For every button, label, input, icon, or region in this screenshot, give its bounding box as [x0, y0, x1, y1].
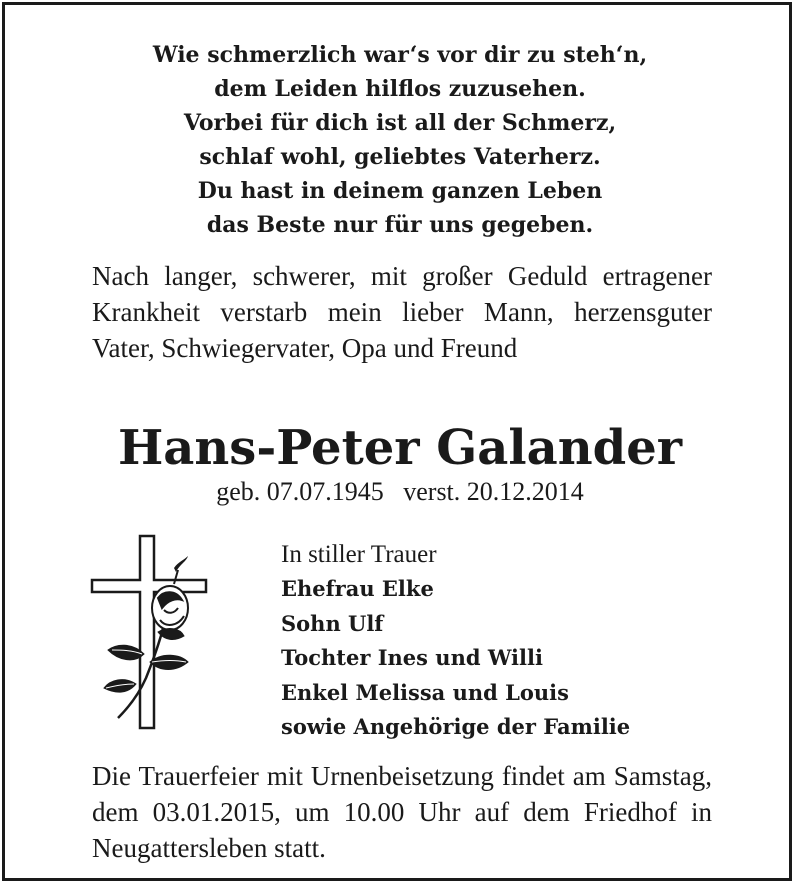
funeral-notice: Die Trauerfeier mit Urnenbeisetzung findet am Samstag, dem 03.01.2015, um 10.00 Uhr auf dem Friedhof in Neugattersleben statt.	[92, 761, 712, 863]
mourner-name: Enkel Melissa und Louis	[281, 679, 569, 705]
poem-line: Wie schmerzlich war‘s vor dir zu steh‘n,	[152, 42, 648, 68]
deceased-name: Hans-Peter Galander	[117, 420, 683, 476]
mourners-block	[281, 538, 761, 745]
mourner-name: Sohn Ulf	[281, 610, 384, 636]
mourner-name: Tochter Ines und Willi	[281, 645, 543, 670]
poem-line: Du hast in deinem ganzen Leben	[197, 178, 603, 204]
mourner-name: Ehefrau Elke	[281, 576, 434, 601]
mourning-heading: In stiller Trauer	[281, 541, 437, 568]
cross-with-rose-icon	[88, 528, 218, 736]
life-dates: geb. 07.07.1945 verst. 20.12.2014	[216, 477, 584, 506]
poem-line: schlaf wohl, geliebtes Vaterherz.	[199, 144, 601, 170]
poem	[0, 38, 800, 242]
intro-text: Nach langer, schwerer, mit großer Geduld ertragener Krankheit verstarb mein lieber Mann, herzensguter Vater, Schwiegervater, Opa und Freund	[92, 261, 712, 363]
poem-line: das Beste nur für uns gegeben.	[206, 212, 594, 238]
poem-line: Vorbei für dich ist all der Schmerz,	[183, 110, 617, 136]
mourner-name: sowie Angehörige der Familie	[281, 714, 631, 739]
poem-line: dem Leiden hilflos zuzusehen.	[214, 76, 586, 102]
